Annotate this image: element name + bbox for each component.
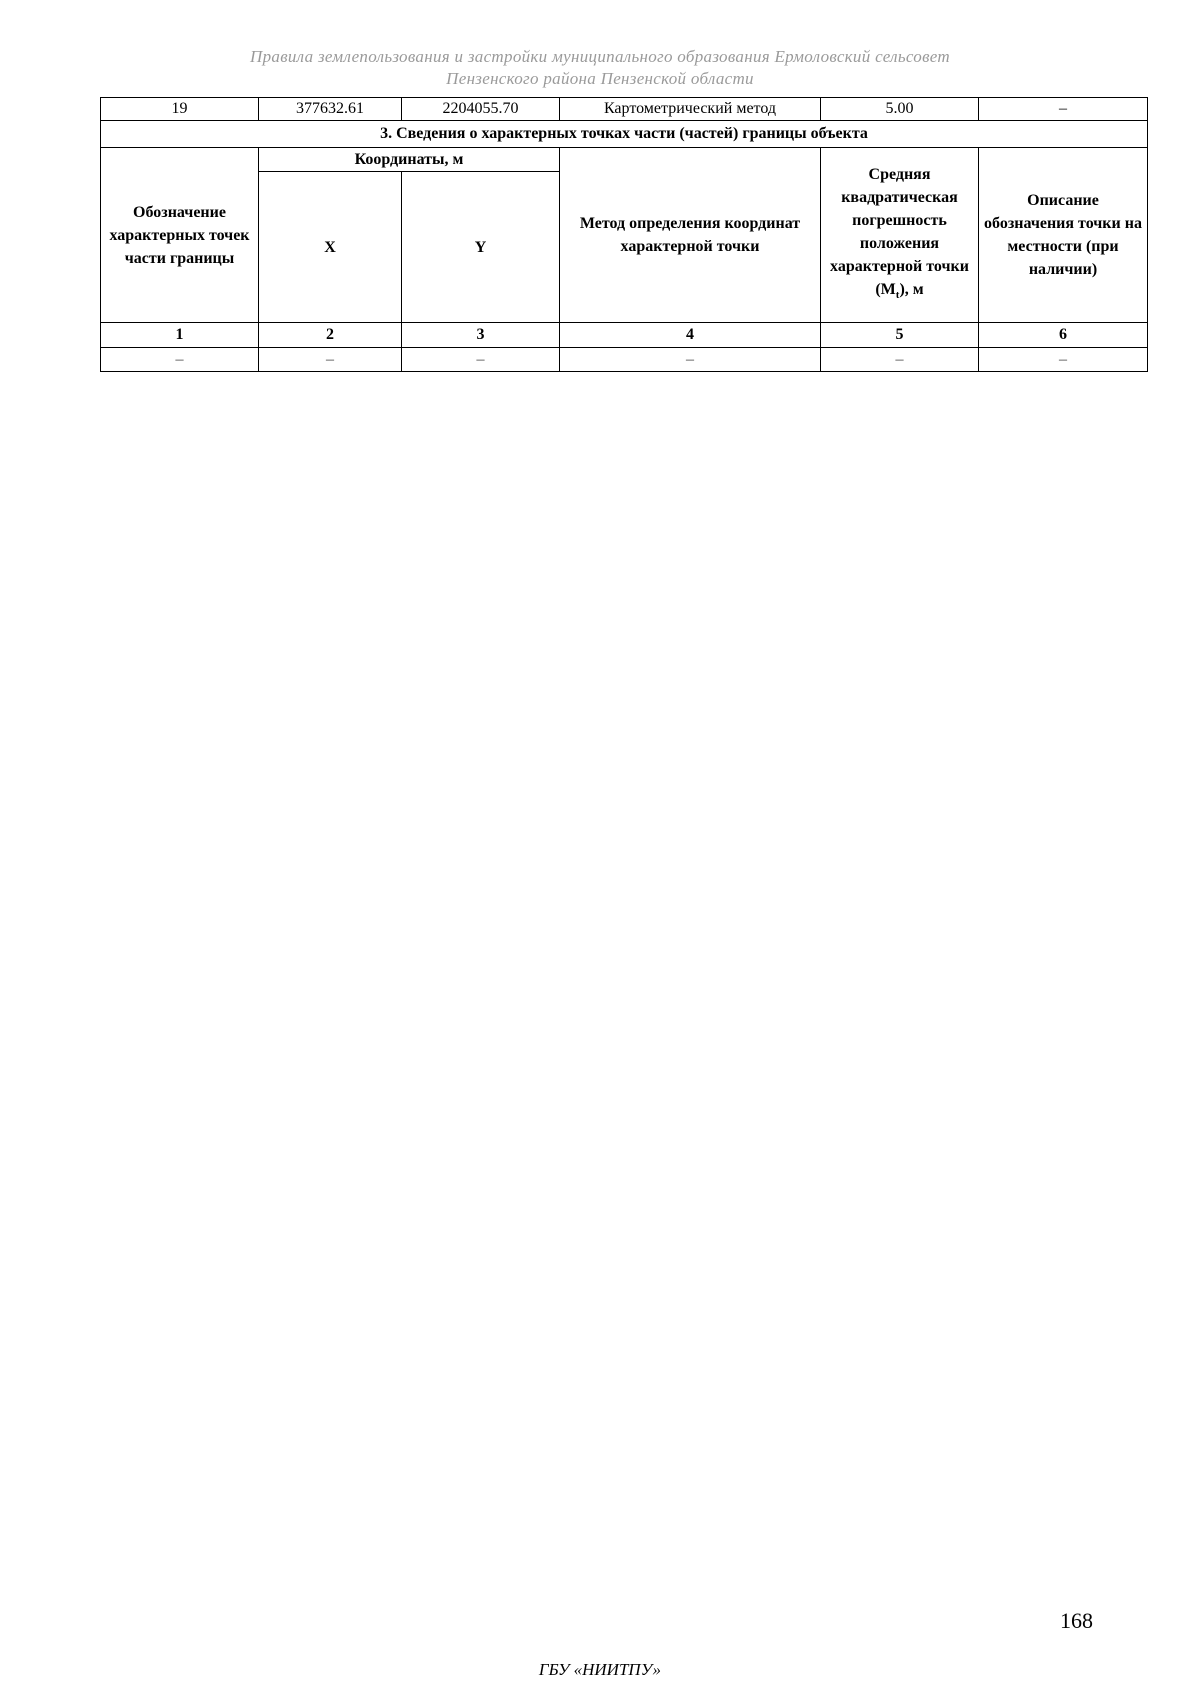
- column-number: 2: [259, 323, 402, 348]
- header-coordinates: Координаты, м: [259, 148, 560, 172]
- page-header: [0, 46, 1200, 90]
- column-number: 3: [402, 323, 560, 348]
- x-coordinate-cell: 377632.61: [259, 98, 402, 121]
- empty-cell: –: [402, 348, 560, 372]
- table-row: [101, 348, 1148, 372]
- column-number: 6: [979, 323, 1148, 348]
- header-description: Описание обозначения точки на местности (при наличии): [979, 148, 1148, 323]
- header-y: Y: [402, 172, 560, 323]
- column-numbers-row: [101, 323, 1148, 348]
- description-cell: –: [979, 98, 1148, 121]
- header-line-2: Пензенского района Пензенской области: [446, 69, 754, 88]
- empty-cell: –: [259, 348, 402, 372]
- column-number: 4: [560, 323, 821, 348]
- header-error-tail: ), м: [899, 280, 924, 298]
- column-number: 5: [821, 323, 979, 348]
- section-title-row: [101, 121, 1148, 148]
- empty-cell: –: [821, 348, 979, 372]
- header-x: X: [259, 172, 402, 323]
- empty-cell: –: [979, 348, 1148, 372]
- header-line-1: Правила землепользования и застройки муниципального образования Ермоловский сельсовет: [250, 47, 950, 66]
- header-point-designation: Обозначение характерных точек части границы: [101, 148, 259, 323]
- empty-cell: –: [560, 348, 821, 372]
- header-error: [821, 148, 979, 323]
- header-error-text: Средняя квадратическая погрешность положения характерной точки (M: [830, 165, 969, 298]
- table-header-row: [101, 148, 1148, 172]
- column-number: 1: [101, 323, 259, 348]
- empty-cell: –: [101, 348, 259, 372]
- point-number-cell: 19: [101, 98, 259, 121]
- header-error-subscript: t: [895, 289, 900, 302]
- error-cell: 5.00: [821, 98, 979, 121]
- section-title: 3. Сведения о характерных точках части (частей) границы объекта: [101, 121, 1148, 148]
- page-footer: ГБУ «НИИТПУ»: [538, 1660, 662, 1679]
- header-method: Метод определения координат характерной точки: [560, 148, 821, 323]
- method-cell: Картометрический метод: [560, 98, 821, 121]
- table-row: [101, 98, 1148, 121]
- boundary-points-table: [100, 97, 1148, 372]
- y-coordinate-cell: 2204055.70: [402, 98, 560, 121]
- page-number: 168: [1060, 1608, 1093, 1633]
